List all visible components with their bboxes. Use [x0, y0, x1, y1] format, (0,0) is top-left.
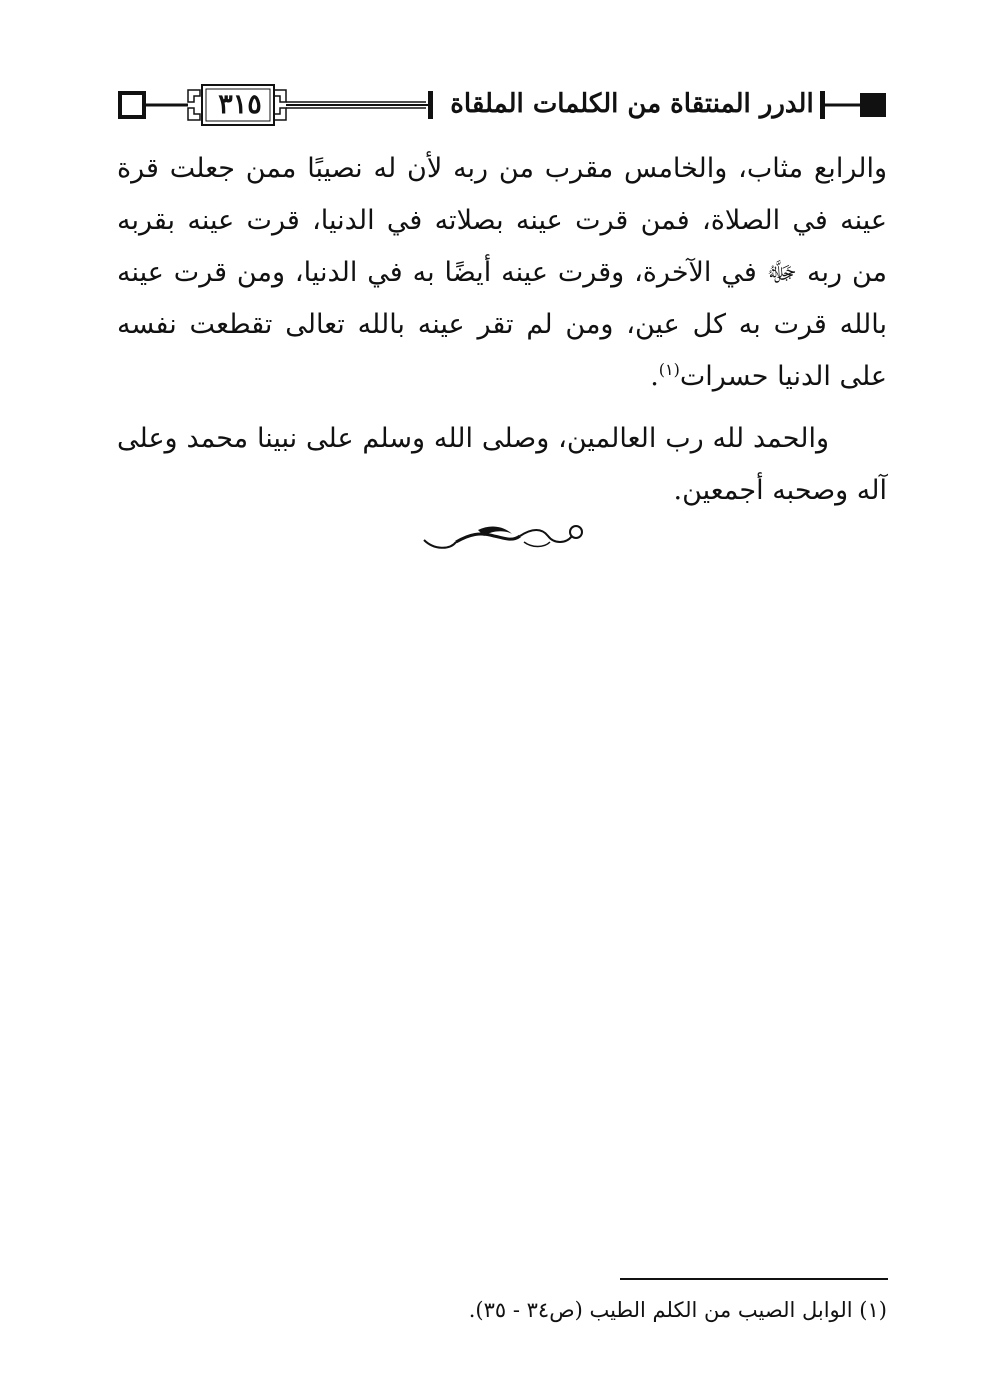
ornament-icon: [420, 520, 586, 554]
footnote: (١) الوابل الصيب من الكلم الطيب (ص٣٤ - ٣٥).: [468, 1298, 887, 1322]
paragraph-text: والرابع مثاب، والخامس مقرب من ربه لأن له نصيبًا ممن جعلت قرة عينه في الصلاة، فمن قرت عينه بصلاته في الدنيا، قرت عينه بقربه من ربه ﷻ في الآخرة، وقرت عينه أيضًا به في الدنيا، ومن قرت عينه بالله قرت به كل عين، ومن لم تقر عينه بالله تعالى تقطعت نفسه على الدنيا حسرات: [117, 153, 887, 392]
footnote-reference[interactable]: (١): [658, 360, 680, 379]
body-text: [117, 143, 887, 517]
footnote-divider: [620, 1278, 888, 1280]
closing-paragraph: والحمد لله رب العالمين، وصلى الله وسلم على نبينا محمد وعلى آله وصحبه أجمعين.: [117, 423, 887, 506]
running-title: الدرر المنتقاة من الكلمات الملقاة: [450, 89, 814, 119]
paragraph-end: .: [650, 361, 659, 392]
paragraph: [117, 143, 887, 403]
page-number: ٣١٥: [218, 89, 262, 120]
